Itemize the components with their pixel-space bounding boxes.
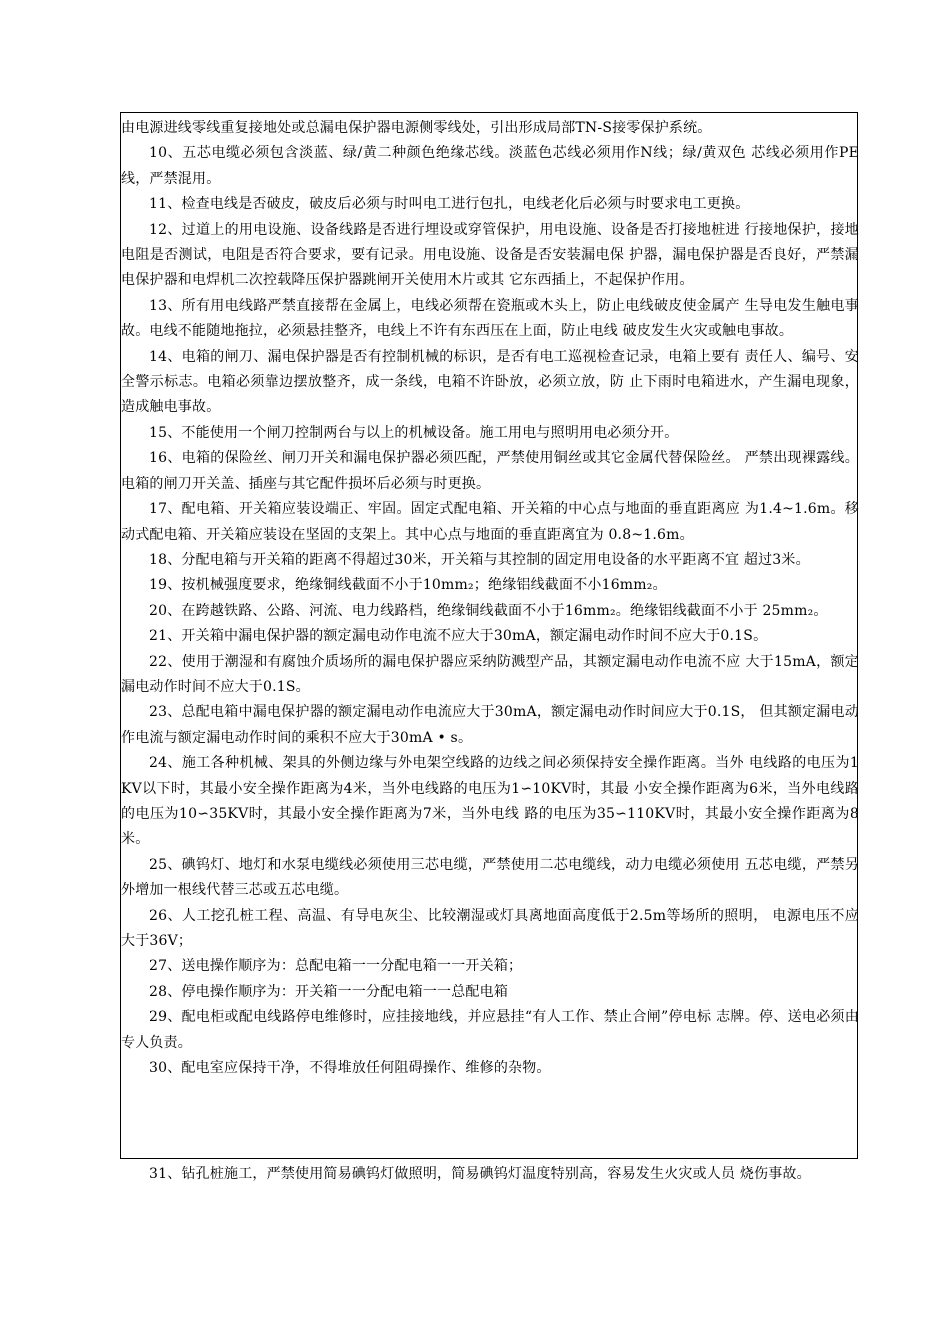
document-body: [121, 116, 859, 1081]
paragraph-12: 12、过道上的用电设施、设备线路是否进行埋设或穿管保护，用电设施、设备是否打接地桩进 行接地保护，接地电阻是否测试，电阻是否符合要求，要有记录。用电设施、设备是否安装漏电保 护器，漏电保护器是否良好，严禁漏电保护器和电焊机二次控载降压保护器跳闸开关使用木片或其 它东西插上，不起保护作用。: [121, 221, 859, 289]
paragraph-19: 19、按机械强度要求，绝缘铜线截面不小于10mm₂；绝缘铝线截面不小16mm₂。: [149, 577, 667, 594]
paragraph-intro: 由电源进线零线重复接地处或总漏电保护器电源侧零线处，引出形成局部TN-S接零保护系统。: [121, 120, 712, 136]
paragraph-23: 23、总配电箱中漏电保护器的额定漏电动作电流应大于30mA，额定漏电动作时间应大于0.1S， 但其额定漏电动作电流与额定漏电动作时间的乘积不应大于30mA • s。: [121, 704, 859, 746]
paragraph-31: 31、钻孔桩施工，严禁使用简易碘钨灯做照明，简易碘钨灯温度特别高，容易发生火灾或人员 烧伤事故。: [149, 1166, 811, 1182]
paragraph-18: 18、分配电箱与开关箱的距离不得超过30米，开关箱与其控制的固定用电设备的水平距离不宜 超过3米。: [149, 551, 810, 568]
paragraph-11: 11、检查电线是否破皮，破皮后必须与时叫电工进行包扎，电线老化后必须与时要求电工更换。: [149, 196, 750, 213]
paragraph-17: 17、配电箱、开关箱应装设端正、牢固。固定式配电箱、开关箱的中心点与地面的垂直距离应 为1.4~1.6m。移动式配电箱、开关箱应装设在坚固的支架上。其中心点与地面的垂直距离宜为 0.8~1.6m。: [121, 501, 859, 543]
paragraph-15: 15、不能使用一个闸刀控制两台与以上的机械设备。施工用电与照明用电必须分开。: [149, 424, 679, 441]
document-body-continued: [121, 1162, 859, 1187]
paragraph-27: 27、送电操作顺序为：总配电箱一一分配电箱一一开关箱；: [149, 958, 523, 975]
paragraph-14: 14、电箱的闸刀、漏电保护器是否有控制机械的标识，是否有电工巡视检查记录，电箱上要有 责任人、编号、安全警示标志。电箱必须靠边摆放整齐，成一条线，电箱不许卧放，必须立放，防 止下雨时电箱进水，产生漏电现象，造成触电事故。: [121, 348, 859, 416]
paragraph-10: 10、五芯电缆必须包含淡蓝、绿/黄二种颜色绝缘芯线。淡蓝色芯线必须用作N线；绿/黄双色 芯线必须用作PE线，严禁混用。: [121, 145, 859, 187]
paragraph-25: 25、碘钨灯、地灯和水泵电缆线必须使用三芯电缆，严禁使用二芯电缆线，动力电缆必须使用 五芯电缆，严禁另外增加一根线代替三芯或五芯电缆。: [121, 856, 859, 899]
paragraph-13: 13、所有用电线路严禁直接帮在金属上，电线必须帮在瓷瓶或木头上，防止电线破皮使金属产 生导电发生触电事故。电线不能随地拖拉，必须悬挂整齐，电线上不许有东西压在上面，防止电线 破皮发生火灾或触电事故。: [121, 297, 859, 340]
paragraph-30: 30、配电室应保持干净，不得堆放任何阻碍操作、维修的杂物。: [149, 1060, 551, 1077]
paragraph-26: 26、人工挖孔桩工程、高温、有导电灰尘、比较潮湿或灯具离地面高度低于2.5m等场所的照明， 电源电压不应大于36V；: [121, 907, 859, 949]
paragraph-29: 29、配电柜或配电线路停电维修时，应挂接地线，并应悬挂“有人工作、禁止合闸”停电标 志牌。停、送电必须由专人负责。: [121, 1009, 859, 1051]
paragraph-22: 22、使用于潮湿和有腐蚀介质场所的漏电保护器应采纳防溅型产品，其额定漏电动作电流不应 大于15mA，额定漏电动作时间不应大于0.1S。: [121, 653, 859, 695]
paragraph-21: 21、开关箱中漏电保护器的额定漏电动作电流不应大于30mA，额定漏电动作时间不应大于0.1S。: [149, 628, 768, 645]
paragraph-16: 16、电箱的保险丝、闸刀开关和漏电保护器必须匹配，严禁使用铜丝或其它金属代替保险丝。 严禁出现裸露线。电箱的闸刀开关盖、插座与其它配件损坏后必须与时更换。: [121, 450, 859, 492]
paragraph-20: 20、在跨越铁路、公路、河流、电力线路档，绝缘铜线截面不小于16mm₂。绝缘铝线截面不小于 25mm₂。: [149, 602, 828, 619]
paragraph-28: 28、停电操作顺序为：开关箱一一分配电箱一一总配电箱: [149, 983, 509, 1000]
paragraph-24: 24、施工各种机械、架具的外侧边缘与外电架空线路的边线之间必须保持安全操作距离。当外 电线路的电压为1KV以下时，其最小安全操作距离为4米，当外电线路的电压为1∽10KV时，其最 小安全操作距离为6米，当外电线路的电压为10∽35KV时，其最小安全操作距离为7米，当外电线 路的电压为35∽110KV时，其最小安全操作距离为8米。: [121, 755, 859, 848]
